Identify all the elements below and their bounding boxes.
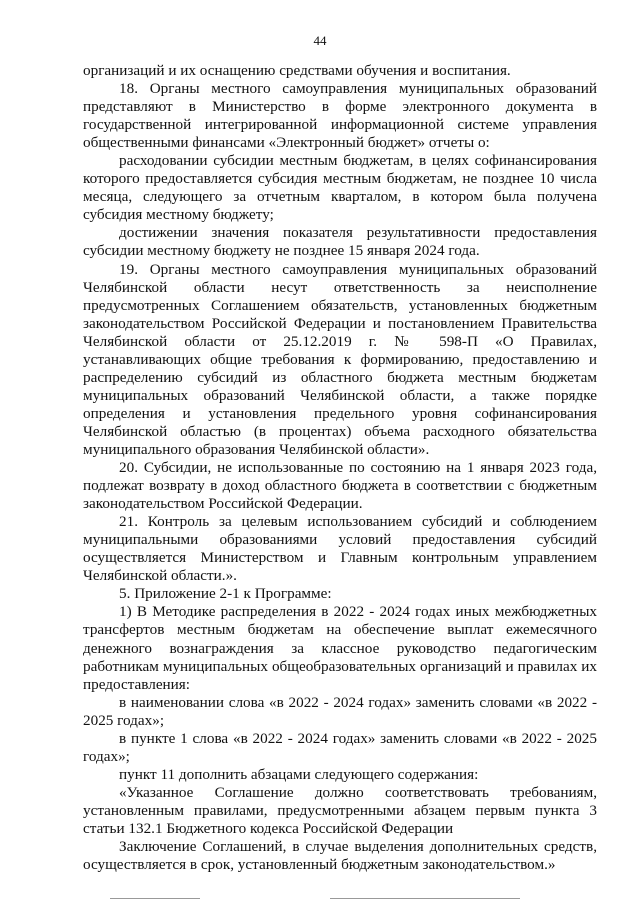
paragraph-subitem-1: 1) В Методике распределения в 2022 - 2024 годах иных межбюджетных трансфертов местным бюджетам на обеспечение выплат ежемесячного денежного вознаграждения за классное руководство педагогическим работникам муниципальных общеобразовательных организаций и правилах их предоставления: — [83, 603, 597, 693]
paragraph: Заключение Соглашений, в случае выделения дополнительных средств, осуществляется в срок, установленный бюджетным законодательством.» — [83, 838, 597, 874]
paragraph: расходовании субсидии местным бюджетам, в целях софинансирования которого предоставляется субсидия местным бюджетам, не позднее 10 числа месяца, следующего за отчетным кварталом, в котором была получена субсидия местному бюджету; — [83, 152, 597, 224]
paragraph: организаций и их оснащению средствами обучения и воспитания. — [83, 62, 511, 79]
document-body — [83, 62, 597, 874]
paragraph: «Указанное Соглашение должно соответствовать требованиям, установленным правилами, предусмотренными абзацем первым пункта 3 статьи 132.1 Бюджетного кодекса Российской Федерации — [83, 783, 597, 837]
paragraph-clause-20: 20. Субсидии, не использованные по состоянию на 1 января 2023 года, подлежат возврату в доход областного бюджета в соответствии с бюджетным законодательством Российской Федерации. — [83, 459, 597, 513]
paragraph-item-5: 5. Приложение 2-1 к Программе: — [119, 585, 332, 603]
paragraph-clause-18: 18. Органы местного самоуправления муниципальных образований представляют в Министерство в форме электронного документа в государственной интегрированной информационной системе управления общественными финансами «Электронный бюджет» отчеты о: — [83, 80, 597, 152]
paragraph: пункт 11 дополнить абзацами следующего содержания: — [119, 765, 479, 783]
scan-edge-mark — [110, 898, 200, 899]
page-number: 44 — [313, 33, 327, 48]
paragraph-clause-21: 21. Контроль за целевым использованием субсидий и соблюдением муниципальными образованиями условий предоставления субсидий осуществляется Министерством и Главным контрольным управлением Челябинской области.». — [83, 513, 597, 585]
paragraph-clause-19: 19. Органы местного самоуправления муниципальных образований Челябинской области несут ответственность за неисполнение предусмотренных Соглашением обязательств, установленных бюджетным законодательством Российской Федерации и постановлением Правительства Челябинской области от 25.12.2019 г. № 598-П «О Правилах, устанавливающих общие требования к формированию, предоставлению и распределению субсидий из областного бюджета местным бюджетам муниципальных образований Челябинской области, а также порядке определения и установления предельного уровня софинансирования Челябинской областью (в процентах) объема расходного обязательства муниципального образования Челябинской области». — [83, 260, 597, 458]
scan-edge-mark — [330, 898, 520, 899]
paragraph: в пункте 1 слова «в 2022 - 2024 годах» заменить словами «в 2022 - 2025 годах»; — [83, 729, 597, 765]
paragraph: достижении значения показателя результативности предоставления субсидии местному бюджету не позднее 15 января 2024 года. — [83, 224, 597, 260]
paragraph: в наименовании слова «в 2022 - 2024 годах» заменить словами «в 2022 - 2025 годах»; — [83, 693, 597, 729]
